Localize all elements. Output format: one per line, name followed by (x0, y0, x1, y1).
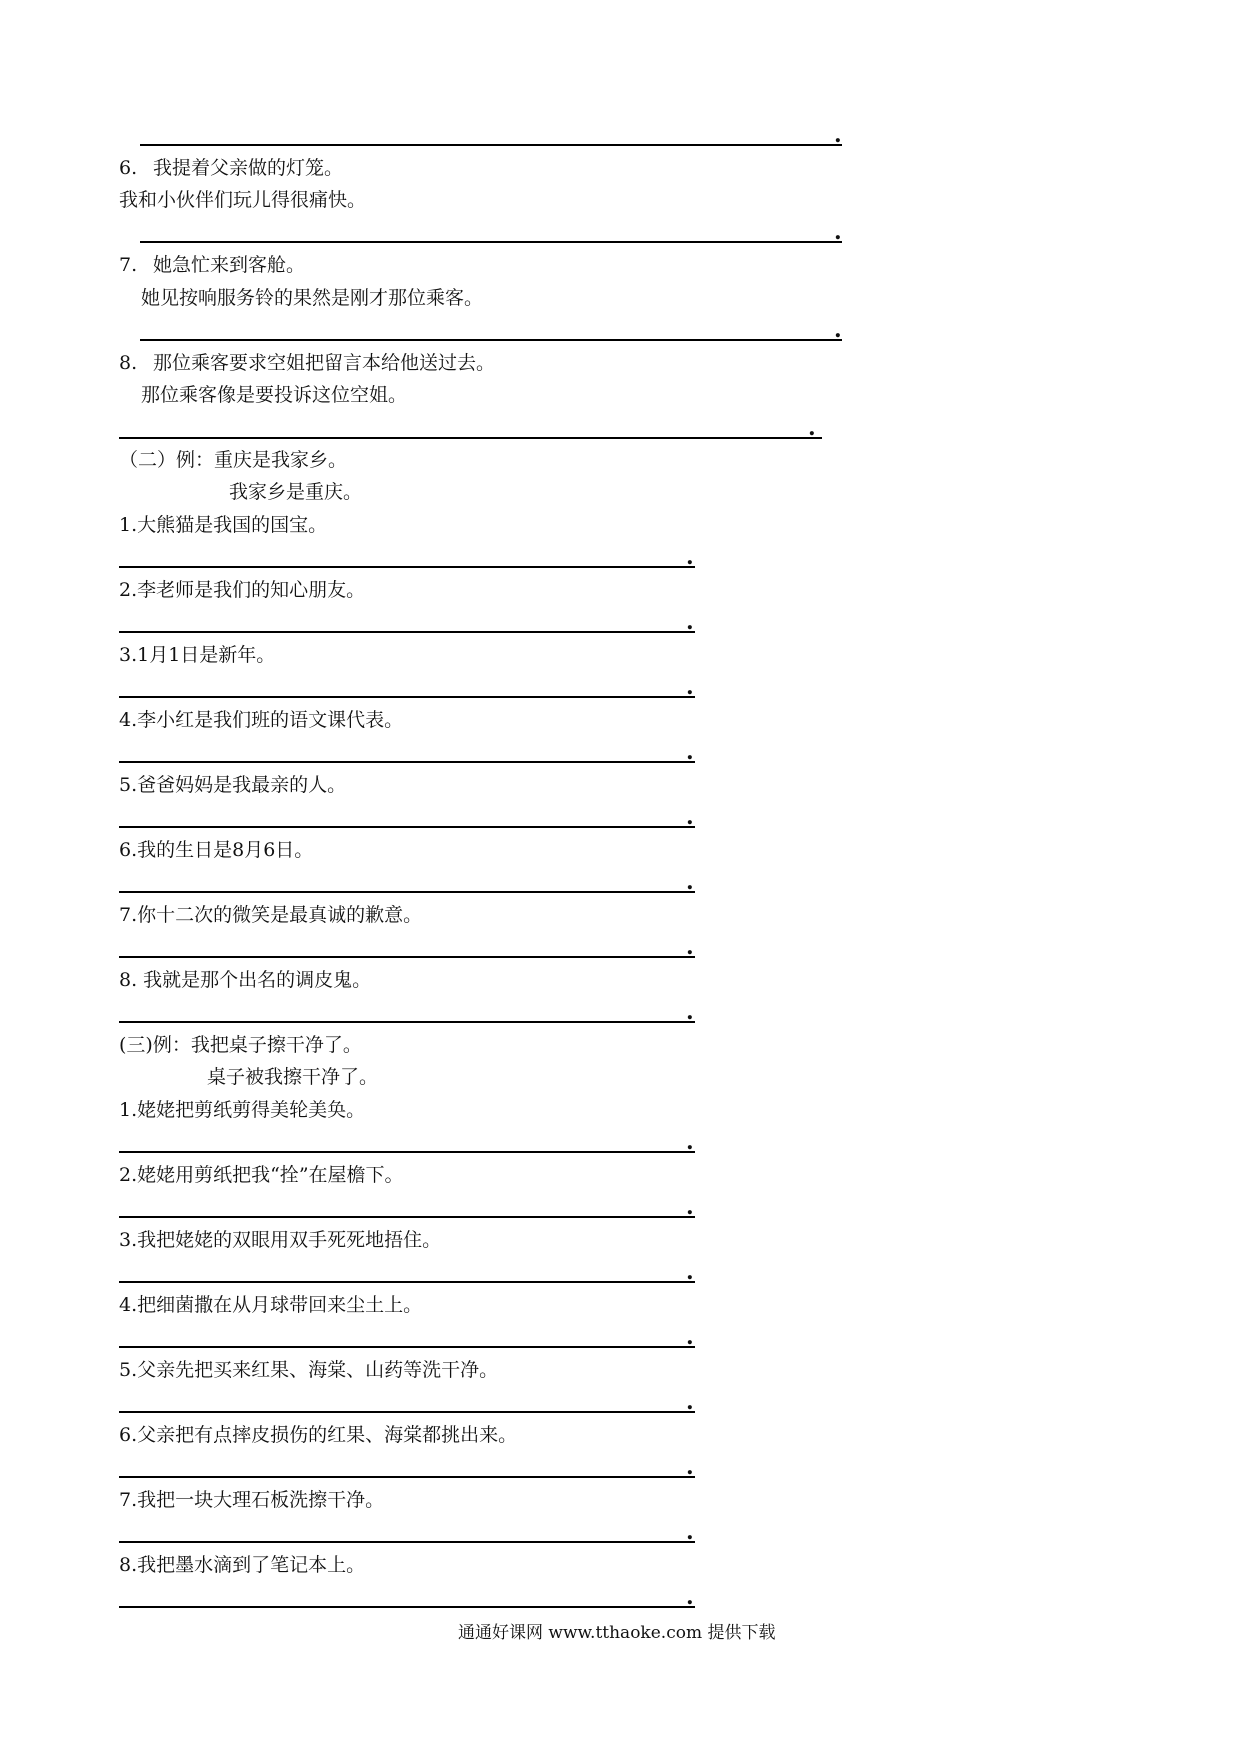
answer-line (119, 566, 695, 568)
answer-period: . (686, 999, 694, 1025)
answer-line (119, 1541, 695, 1543)
answer-line (119, 826, 695, 828)
exercise-item: 7.你十二次的微笑是最真诚的歉意。 (119, 904, 423, 926)
exercise-item: 8.我把墨水滴到了笔记本上。 (119, 1554, 366, 1576)
item-sentence-1: 我提着父亲做的灯笼。 (153, 157, 344, 179)
answer-period: . (686, 934, 694, 960)
item-sentence-2: 我和小伙伴们玩儿得很痛快。 (119, 189, 367, 211)
exercise-item: 5.父亲先把买来红果、海棠、山药等洗干净。 (119, 1359, 499, 1381)
answer-line (119, 1476, 695, 1478)
answer-line (119, 761, 695, 763)
answer-period: . (686, 1389, 694, 1415)
answer-line (140, 339, 842, 341)
answer-line (119, 956, 695, 958)
exercise-item: 3.我把姥姥的双眼用双手死死地捂住。 (119, 1229, 442, 1251)
item-sentence-2: 那位乘客像是要投诉这位空姐。 (141, 384, 408, 406)
answer-period: . (834, 317, 842, 343)
answer-period: . (686, 674, 694, 700)
answer-line (119, 1411, 695, 1413)
exercise-item: 5.爸爸妈妈是我最亲的人。 (119, 774, 347, 796)
answer-period: . (686, 869, 694, 895)
exercise-item: 1.姥姥把剪纸剪得美轮美奂。 (119, 1099, 366, 1121)
answer-line (119, 1151, 695, 1153)
answer-line (119, 1281, 695, 1283)
exercise-item: 1.大熊猫是我国的国宝。 (119, 514, 328, 536)
exercise-item: 8. 我就是那个出名的调皮鬼。 (119, 969, 372, 991)
answer-period: . (834, 122, 842, 148)
exercise-item: 3.1月1日是新年。 (119, 644, 276, 666)
answer-line (119, 437, 822, 439)
answer-line (119, 1346, 695, 1348)
item-number: 7. (119, 254, 138, 276)
answer-period: . (686, 1194, 694, 1220)
exercise-item: 2.姥姥用剪纸把我“拴”在屋檐下。 (119, 1164, 404, 1186)
answer-line (119, 631, 695, 633)
answer-period: . (686, 1454, 694, 1480)
answer-line (140, 144, 842, 146)
exercise-item: 2.李老师是我们的知心朋友。 (119, 579, 366, 601)
answer-line (140, 241, 842, 243)
answer-period: . (686, 739, 694, 765)
answer-line (119, 696, 695, 698)
answer-line (119, 1606, 695, 1608)
section-3-example: 桌子被我擦干净了。 (207, 1066, 379, 1088)
answer-line (119, 891, 695, 893)
footer-source-text: 通通好课网 www.tthaoke.com 提供下载 (458, 1623, 776, 1643)
exercise-item: 4.把细菌撒在从月球带回来尘土上。 (119, 1294, 423, 1316)
item-number: 6. (119, 157, 138, 179)
answer-line (119, 1216, 695, 1218)
item-sentence-1: 那位乘客要求空姐把留言本给他送过去。 (153, 352, 496, 374)
exercise-item: 4.李小红是我们班的语文课代表。 (119, 709, 404, 731)
answer-period: . (686, 1519, 694, 1545)
answer-period: . (686, 544, 694, 570)
exercise-item: 7.我把一块大理石板洗擦干净。 (119, 1489, 385, 1511)
item-number: 8. (119, 352, 138, 374)
exercise-item: 6.我的生日是8月6日。 (119, 839, 314, 861)
exercise-item: 6.父亲把有点摔皮损伤的红果、海棠都挑出来。 (119, 1424, 518, 1446)
answer-period: . (686, 1129, 694, 1155)
item-sentence-1: 她急忙来到客舱。 (153, 254, 306, 276)
answer-period: . (686, 1584, 694, 1610)
answer-period: . (686, 609, 694, 635)
item-sentence-2: 她见按响服务铃的果然是刚才那位乘客。 (141, 287, 484, 309)
section-3-heading: (三)例：我把桌子擦干净了。 (119, 1034, 362, 1056)
answer-period: . (686, 804, 694, 830)
answer-period: . (686, 1324, 694, 1350)
answer-period: . (834, 219, 842, 245)
answer-period: . (686, 1259, 694, 1285)
section-2-example: 我家乡是重庆。 (229, 481, 363, 503)
answer-period: . (808, 415, 816, 441)
answer-line (119, 1021, 695, 1023)
section-2-heading: （二）例：重庆是我家乡。 (119, 449, 348, 471)
